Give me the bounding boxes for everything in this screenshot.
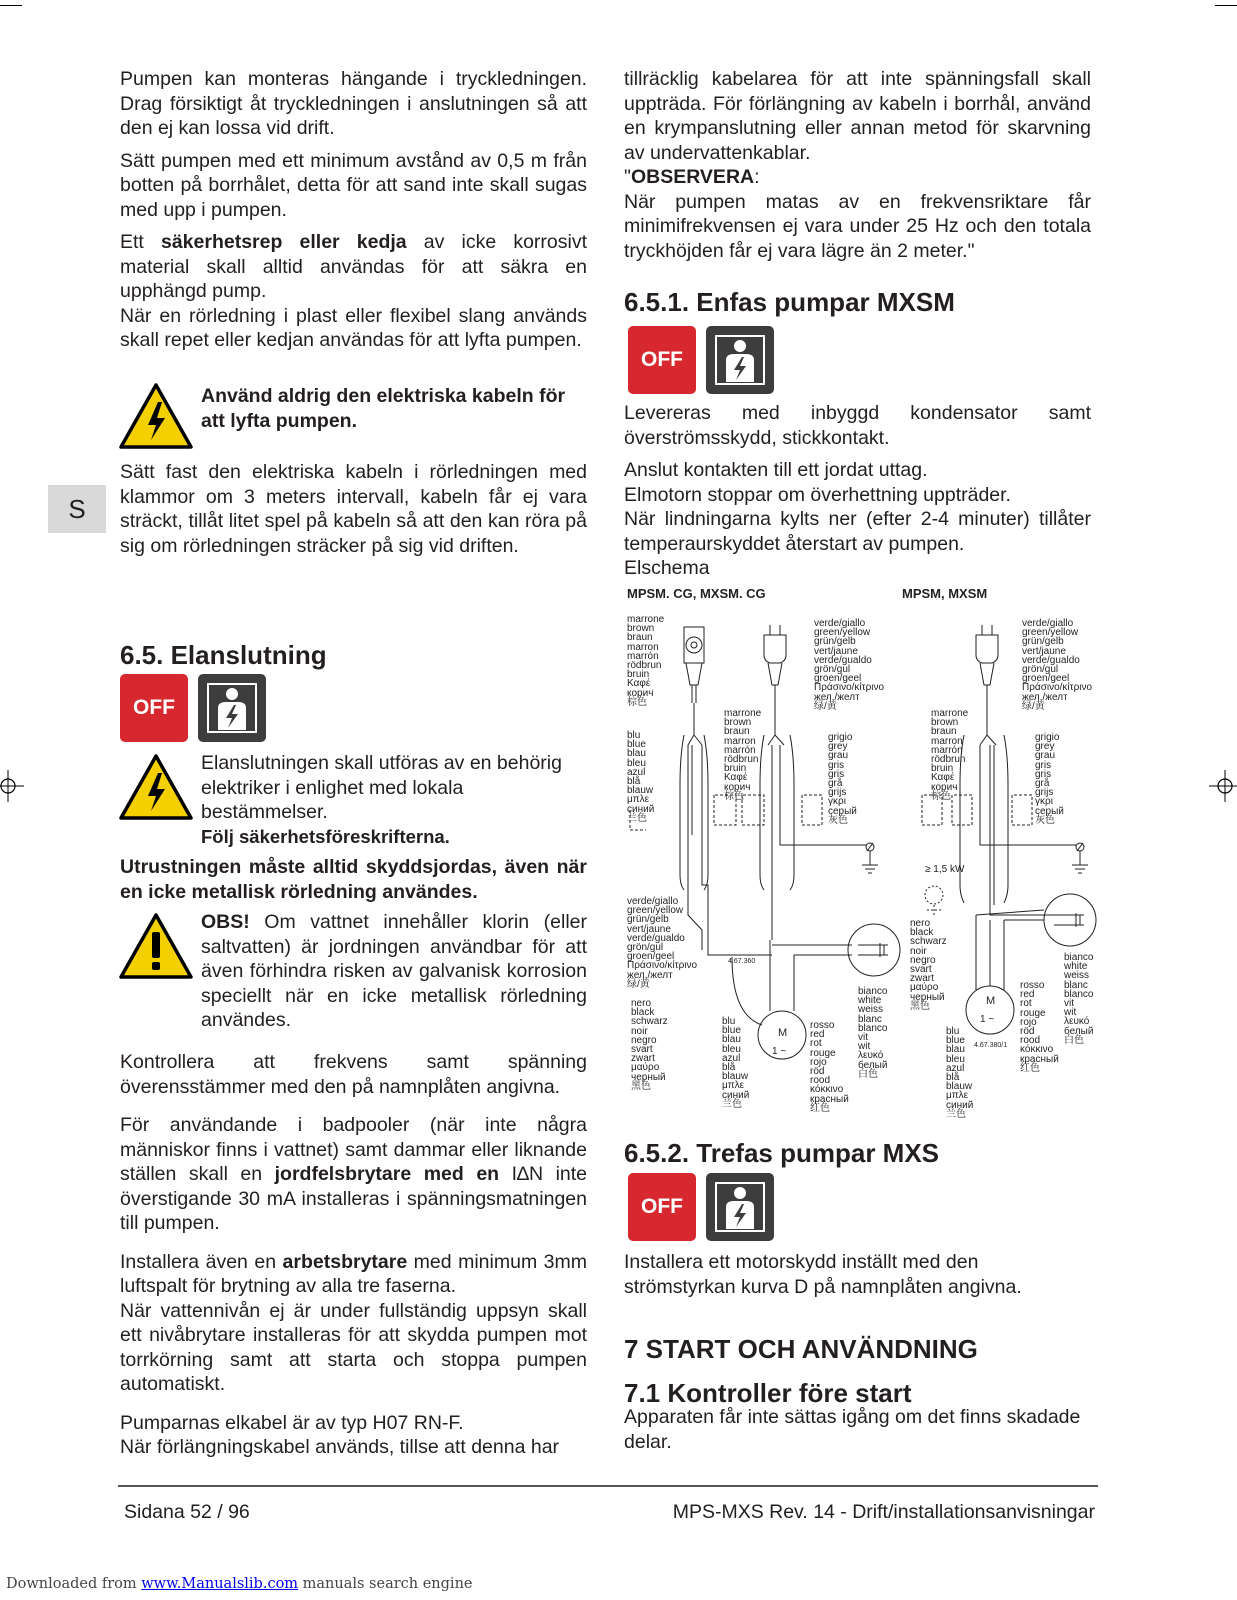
wire-label-black: nero black schwarz noir negro svart zwart μαύρο черный 黑色: [631, 998, 668, 1092]
wire-label-green-yellow: verde/giallo green/yellow grün/gelb vert/jaune verde/gualdo grön/gul groen/geel Πράσινο/κίτρινο жел./желт 绿/黄: [627, 896, 698, 990]
paragraph: Elschema: [624, 557, 710, 579]
crop-mark-top-right: [1215, 5, 1237, 6]
paragraph: Sätt fast den elektriska kabeln i rörledningen med klammor om 3 meters intervall, kabeln får ej vara sträckt, tillåt litet spel på kabeln så att den kan röra på sig om rörledningen sträcker på sig vid driften.: [120, 461, 587, 557]
electrician-icon: [706, 326, 774, 394]
section-title-6-5: 6.5. Elanslutning: [120, 640, 327, 670]
obs-heading: "OBSERVERA:: [624, 166, 760, 188]
paragraph: Utrustningen måste alltid skyddsjordas, även när en icke metallisk rörledning användes.: [120, 856, 587, 903]
motor-label: M: [778, 1027, 788, 1039]
warning-electrician-text: Elanslutningen skall utföras av en behörig elektriker i enlighet med lokala bestämmelser.: [201, 752, 562, 823]
wire-label-blue: blu blue blau bleu azul blå blauw μπλε синий 兰色: [722, 1016, 750, 1110]
electric-hazard-icon: [118, 382, 194, 450]
paragraph: När vattennivån ej är under fullständig uppsyn skall ett nivåbrytare installeras för att skydda pumpen mot torrkörning samt att starta och stoppa pumpen automatiskt.: [120, 1299, 587, 1395]
left-column-top: [120, 67, 587, 361]
wire-label-white: bianco white weiss blanc blanco vit wit λευκό белый 白色: [858, 986, 888, 1080]
wire-label-brown: marrone brown braun marron marrón rödbrun bruin Καφέ корич 棕色: [627, 614, 665, 708]
diagram-header-right: MPSM, MXSM: [902, 586, 988, 601]
paragraph: Anslut kontakten till ett jordat uttag.: [624, 459, 928, 481]
language-tab: [48, 485, 106, 533]
left-column-bottom: [120, 1050, 587, 1460]
paragraph: Pumparnas elkabel är av typ H07 RN-F.: [120, 1411, 464, 1434]
wire-label-white: bianco white weiss blanc blanco vit wit λευκό белый 白色: [1064, 952, 1094, 1046]
diagram-header-left: MPSM. CG, MXSM. CG: [627, 586, 766, 601]
section-title-6-5-2: 6.5.2. Trefas pumpar MXS: [624, 1138, 940, 1168]
wire-label-black: nero black schwarz noir negro svart zwart μαύρο черный 黑色: [910, 918, 947, 1012]
paragraph: Installera ett motorskydd inställt med den strömstyrkan kurva D på namnplåten angivna.: [624, 1251, 1022, 1298]
warning-cable-text: Använd aldrig den elektriska kabeln för att lyfta pumpen.: [201, 385, 566, 432]
registration-mark-left-icon: [0, 770, 24, 802]
warning-obs-text: OBS! Om vattnet innehåller klorin (eller saltvatten) är jordningen användbar för att även förhindra risken av galvanisk korrosion speciellt när en icke metallisk rörledning användes.: [201, 911, 587, 1031]
electric-hazard-icon: [118, 753, 194, 821]
paragraph: Ett säkerhetsrep eller kedja av icke korrosivt material skall alltid användas för att säkra en upphängd pump.: [120, 231, 587, 302]
wire-label-grey: grigio grey grau gris gris grå grijs γκρι серый 灰色: [1035, 732, 1064, 826]
off-badge: OFF: [628, 326, 696, 394]
right-column-top: [624, 67, 1091, 271]
wire-label-green-yellow: verde/giallo green/yellow grün/gelb vert/jaune verde/gualdo grön/gul groen/geel Πράσινο/κίτρινο жел./желт 绿/黄: [1022, 618, 1093, 712]
paragraph: När en rörledning i plast eller flexibel slang används skall repet eller kedjan användas för att lyfta pumpen.: [120, 304, 587, 351]
motor-phase-label: 1 ~: [772, 1046, 787, 1057]
registration-mark-right-icon: [1209, 770, 1237, 802]
wire-label-blue: blu blue blau bleu azul blå blauw μπλε синий 兰色: [627, 730, 655, 824]
grounding-note: [120, 855, 587, 912]
paragraph: När förlängningskabel används, tillse att denna har: [120, 1436, 560, 1458]
reference-number: 4.67.380/1: [974, 1042, 1008, 1049]
paragraph: När pumpen matas av en frekvensriktare får minimifrekvensen ej vara under 25 Hz och den totala tryckhöjden får ej vara lägre än 2 meter.": [624, 190, 1091, 262]
paragraph: När lindningarna kylts ner (efter 2-4 minuter) tillåter temperaurskyddet återstart av pumpen.: [624, 508, 1091, 555]
wiring-diagram: [622, 585, 1100, 1125]
crop-mark-top-left: [0, 5, 22, 6]
wire-label-brown: marrone brown braun marron marrón rödbrun bruin Καφέ корич 棕色: [931, 708, 969, 802]
paragraph: Sätt pumpen med ett minimum avstånd av 0,5 m från botten på borrhålet, detta för att sand inte skall sugas med upp i pumpen.: [120, 149, 587, 221]
reference-number: 4.67.360: [728, 958, 756, 965]
motor-label: M: [986, 995, 996, 1007]
right-column-mxs: [624, 1250, 1091, 1307]
document-title: MPS-MXS Rev. 14 - Drift/installationsanvisningar: [672, 1501, 1095, 1523]
download-note: Downloaded from www.Manualslib.com manuals search engine: [6, 1576, 473, 1592]
wire-label-blue: blu blue blau bleu azul blå blauw μπλε синий 兰色: [946, 1026, 974, 1120]
wire-label-red: rosso red rot rouge rojo röd rood κόκκινο красный 红色: [810, 1020, 849, 1114]
wire-label-green-yellow: verde/giallo green/yellow grün/gelb vert/jaune verde/gualdo grön/gul groen/geel Πράσινο/κίτρινο жел./желт 绿/黄: [814, 618, 885, 712]
right-column-start: [624, 1405, 1091, 1462]
paragraph: Levereras med inbyggd kondensator samt överströmsskydd, stickkontakt.: [624, 402, 1091, 449]
section-title-7: 7 START OCH ANVÄNDNING: [624, 1334, 978, 1364]
motor-phase-label: 1 ~: [980, 1014, 995, 1025]
paragraph: Apparaten får inte sättas igång om det finns skadade delar.: [624, 1406, 1081, 1453]
off-badge: OFF: [120, 674, 188, 742]
paragraph: Elmotorn stoppar om överhettning uppträder.: [624, 483, 1011, 506]
manualslib-link[interactable]: www.Manualslib.com: [141, 1576, 299, 1592]
paragraph: Pumpen kan monteras hängande i tryckledningen. Drag försiktigt åt tryckledningen i anslutningen så att den ej kan lossa vid drift.: [120, 68, 587, 139]
language-tab-label: S: [68, 493, 86, 524]
power-note: ≥ 1,5 kW: [925, 864, 965, 875]
wire-label-red: rosso red rot rouge rojo röd rood κόκκινο красный 红色: [1020, 980, 1059, 1074]
off-badge: OFF: [628, 1173, 696, 1241]
electrician-icon: [706, 1173, 774, 1241]
paragraph: För användande i badpooler (när inte några människor finns i vattnet) samt dammar eller liknande ställen skall en jordfelsbrytare med en I∆N inte överstigande 30 mA installeras i spänningsmatningen till pumpen.: [120, 1114, 588, 1234]
left-column-cable: [120, 460, 587, 566]
section-title-7-1: 7.1 Kontroller före start: [624, 1378, 912, 1408]
section-title-6-5-1: 6.5.1. Enfas pumpar MXSM: [624, 287, 955, 317]
footer-divider: [118, 1485, 1098, 1487]
wire-label-grey: grigio grey grau gris gris grå grijs γκρι серый 灰色: [828, 732, 857, 826]
caution-exclamation-icon: [118, 912, 194, 980]
paragraph: tillräcklig kabelarea för att inte spänningsfall skall uppträda. För förlängning av kabeln i borrhål, använd en krympanslutning eller annan metod för skarvning av undervattenkablar.: [624, 68, 1091, 164]
paragraph: Installera även en arbetsbrytare med minimum 3mm luftspalt för brytning av alla tre faserna.: [120, 1250, 587, 1297]
paragraph: Kontrollera att frekvens samt spänning överensstämmer med den på namnplåten angivna.: [120, 1051, 587, 1098]
electrician-icon: [198, 674, 266, 742]
page-number: Sidana 52 / 96: [124, 1501, 250, 1523]
right-column-mxsm: [624, 401, 1091, 581]
wire-label-brown: marrone brown braun marron marrón rödbrun bruin Καφέ корич 棕色: [724, 708, 762, 802]
warning-safety-bold: Följ säkerhetsföreskrifterna.: [201, 826, 450, 847]
